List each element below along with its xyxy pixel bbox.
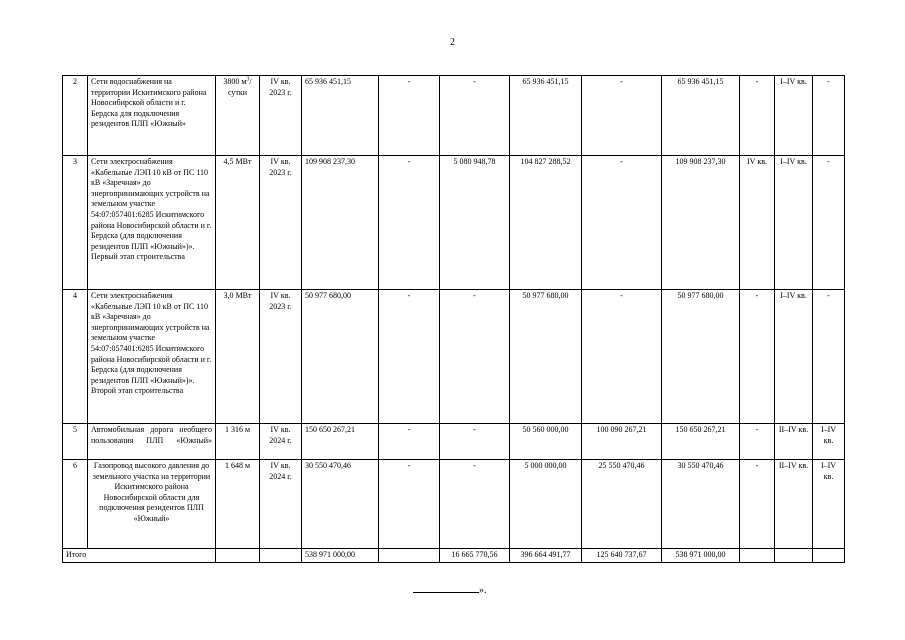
quarter-col13: - xyxy=(813,290,845,424)
total-amount: 50 977 680,00 xyxy=(302,290,379,424)
amount-col10: 109 908 237,30 xyxy=(662,156,740,290)
table-row xyxy=(63,460,845,549)
amount-col10: 30 550 470,46 xyxy=(662,460,740,549)
amount-col6: - xyxy=(379,156,440,290)
amount-col6: - xyxy=(379,424,440,460)
object-name: Сети водоснабжения на территории Искитимского района Новосибирской области и г. Бердска для подключения резидентов ПЛП «Южный» xyxy=(88,76,216,156)
amount-col9: 100 090 267,21 xyxy=(582,424,662,460)
total-col8: 396 664 491,77 xyxy=(510,549,582,563)
quarter-col13: I–IV кв. xyxy=(813,424,845,460)
amount-col7: - xyxy=(440,290,510,424)
quarter-col13: - xyxy=(813,76,845,156)
total-col10: 538 971 000,00 xyxy=(662,549,740,563)
total-col7: 16 665 770,56 xyxy=(440,549,510,563)
object-name: Сети электроснабжения «Кабельные ЛЭП 10 кВ от ПС 110 кВ «Заречная» до энергопринимающих устройств на земельном участке 54:07:057401:6285 Искитимского района Новосибирской области и г. Бердска (для подключения резидентов ПЛП «Южный»)». Второй этап строительства xyxy=(88,290,216,424)
table-row xyxy=(63,424,845,460)
capacity: 3,0 МВт xyxy=(216,290,260,424)
amount-col6: - xyxy=(379,76,440,156)
quarter-col13: I–IV кв. xyxy=(813,460,845,549)
total-sum: 538 971 000,00 xyxy=(302,549,379,563)
row-number: 2 xyxy=(63,76,88,156)
amount-col6: - xyxy=(379,290,440,424)
amount-col8: 50 560 000,00 xyxy=(510,424,582,460)
table-row xyxy=(63,76,845,156)
row-number: 6 xyxy=(63,460,88,549)
amount-col10: 150 650 267,21 xyxy=(662,424,740,460)
amount-col7: - xyxy=(440,424,510,460)
amount-col7: - xyxy=(440,76,510,156)
object-name: Газопровод высокого давления до земельного участка на территории Искитимского района Новосибирской области для подключения резидентов ПЛП «Южный» xyxy=(88,460,216,549)
amount-col10: 50 977 680,00 xyxy=(662,290,740,424)
amount-col9: 25 550 470,46 xyxy=(582,460,662,549)
amount-col9: - xyxy=(582,76,662,156)
row-number: 4 xyxy=(63,290,88,424)
quarter-col11: - xyxy=(740,290,775,424)
amount-col7: 5 080 948,78 xyxy=(440,156,510,290)
quarter-col11: - xyxy=(740,76,775,156)
quarter-col11: - xyxy=(740,460,775,549)
table-row xyxy=(63,290,845,424)
page-number: 2 xyxy=(450,37,455,48)
blank-line xyxy=(413,583,479,593)
total-amount: 150 650 267,21 xyxy=(302,424,379,460)
amount-col8: 65 936 451,15 xyxy=(510,76,582,156)
object-name: Сети электроснабжения «Кабельные ЛЭП 10 кВ от ПС 110 кВ «Заречная» до энергопринимающих устройств на земельном участке 54:07:057401:6285 Искитимского района Новосибирской области и г. Бердска (для подключения резидентов ПЛП «Южный»)». Первый этап строительства xyxy=(88,156,216,290)
row-number: 3 xyxy=(63,156,88,290)
total-amount: 30 550 470,46 xyxy=(302,460,379,549)
amount-col7: - xyxy=(440,460,510,549)
total-amount: 109 908 237,30 xyxy=(302,156,379,290)
closing-mark xyxy=(413,583,487,596)
quarter-col13: - xyxy=(813,156,845,290)
closing-quote: ». xyxy=(479,585,487,596)
total-row xyxy=(63,549,845,563)
row-number: 5 xyxy=(63,424,88,460)
amount-col10: 65 936 451,15 xyxy=(662,76,740,156)
table-row xyxy=(63,156,845,290)
capacity: 3800 $м^3$/сутки xyxy=(216,76,260,156)
quarter-col12: I–IV кв. xyxy=(775,76,813,156)
total-amount: 65 936 451,15 xyxy=(302,76,379,156)
amount-col8: 5 000 000,00 xyxy=(510,460,582,549)
financing-table xyxy=(62,75,845,563)
quarter-col12: II–IV кв. xyxy=(775,424,813,460)
capacity: 1 648 м xyxy=(216,460,260,549)
quarter-col11: IV кв. xyxy=(740,156,775,290)
capacity: 4,5 МВт xyxy=(216,156,260,290)
total-label: Итого xyxy=(63,549,216,563)
period: IV кв. 2023 г. xyxy=(260,76,302,156)
amount-col9: - xyxy=(582,290,662,424)
quarter-col12: I–IV кв. xyxy=(775,290,813,424)
period: IV кв. 2023 г. xyxy=(260,290,302,424)
period: IV кв. 2023 г. xyxy=(260,156,302,290)
amount-col9: - xyxy=(582,156,662,290)
quarter-col12: II–IV кв. xyxy=(775,460,813,549)
period: IV кв. 2024 г. xyxy=(260,460,302,549)
quarter-col12: I–IV кв. xyxy=(775,156,813,290)
amount-col6: - xyxy=(379,460,440,549)
object-name: Автомобильная дорога необщего пользования ПЛП «Южный» xyxy=(88,424,216,460)
capacity: 1 316 м xyxy=(216,424,260,460)
quarter-col11: - xyxy=(740,424,775,460)
amount-col8: 50 977 680,00 xyxy=(510,290,582,424)
total-col9: 125 640 737,67 xyxy=(582,549,662,563)
period: IV кв. 2024 г. xyxy=(260,424,302,460)
amount-col8: 104 827 288,52 xyxy=(510,156,582,290)
